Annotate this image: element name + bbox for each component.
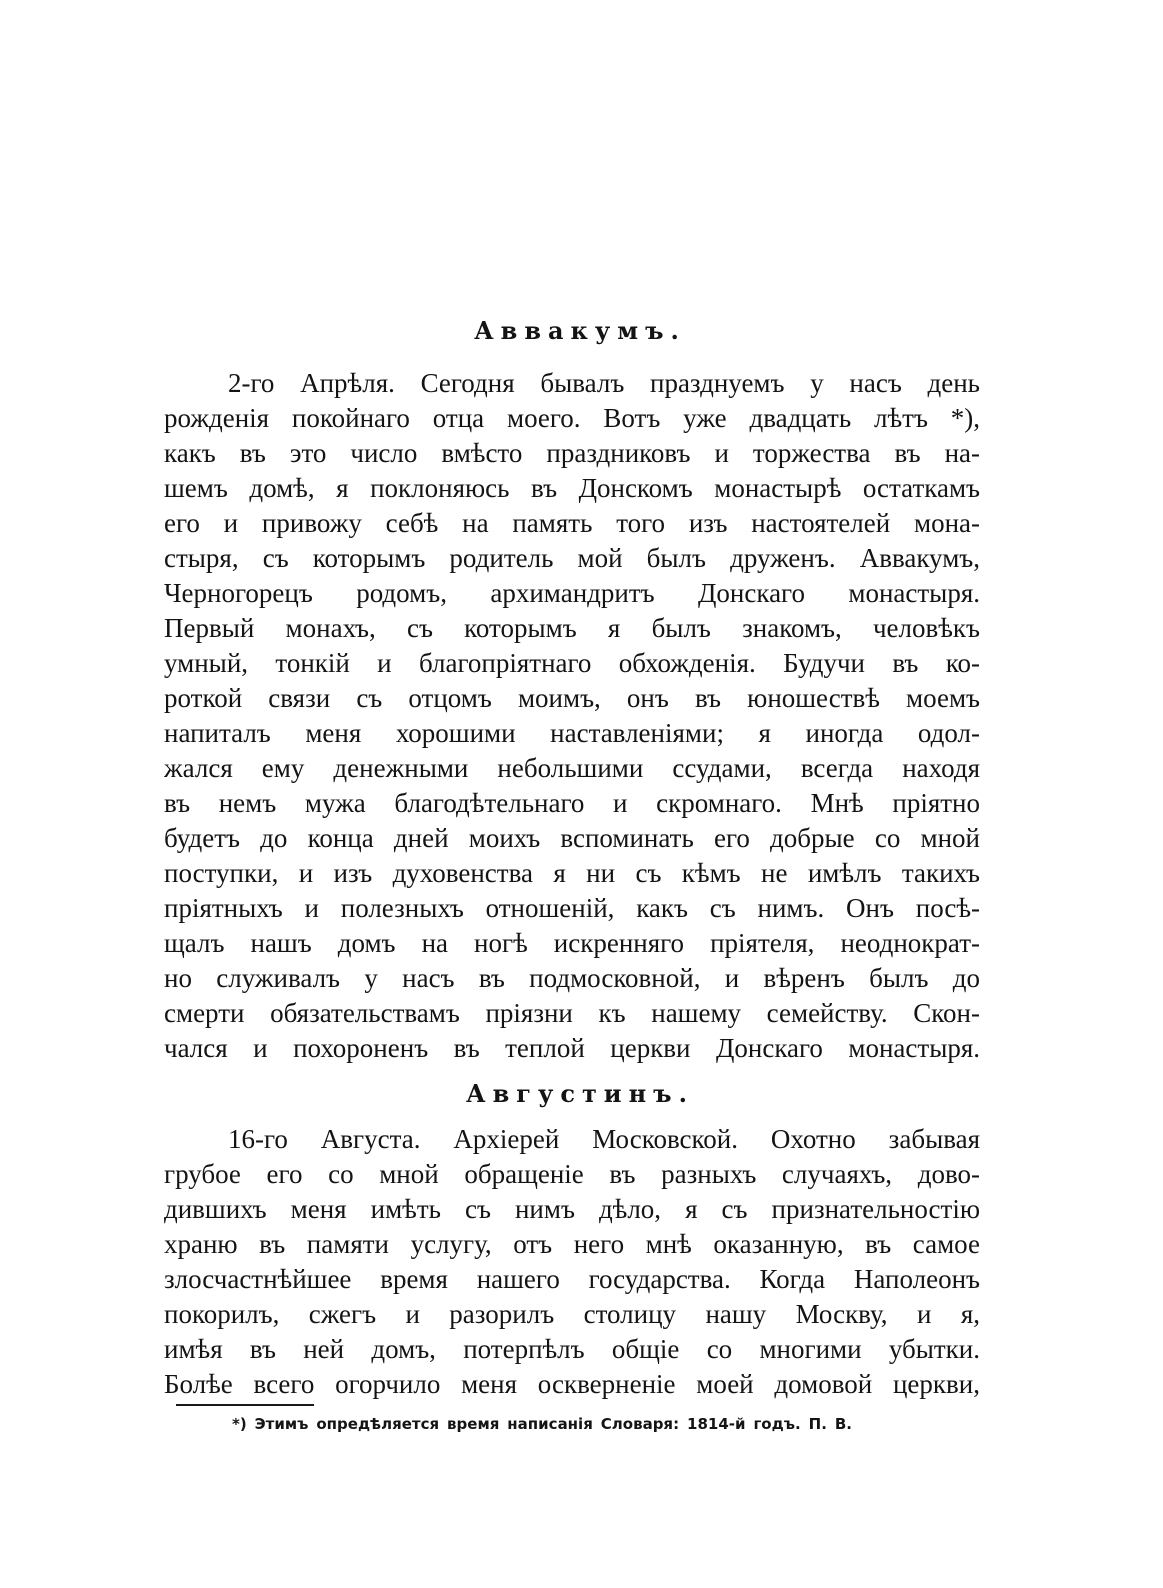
text-line: 16-го Августа. Архіерей Московской. Охотно забывая — [228, 1124, 980, 1154]
text-line: умный, тонкій и благопріятнаго обхожденія. Будучи въ ко- — [164, 648, 980, 678]
text-line: щалъ нашъ домъ на ногѣ искренняго пріятеля, неоднократ- — [164, 928, 980, 958]
text-line: чался и похороненъ въ теплой церкви Донскаго монастыря. — [164, 1033, 980, 1063]
text-line: имѣя въ ней домъ, потерпѣлъ общіе со многими убытки. — [164, 1334, 980, 1364]
text-line: его и привожу себѣ на память того изъ настоятелей мона- — [164, 508, 980, 538]
text-line: 2-го Апрѣля. Сегодня бывалъ празднуемъ у насъ день — [228, 368, 980, 398]
text-line: Первый монахъ, съ которымъ я былъ знакомъ, человѣкъ — [164, 613, 980, 643]
text-line: дившихъ меня имѣть съ нимъ дѣло, я съ признательностію — [164, 1194, 980, 1224]
section-heading-avgustin: Августинъ. — [466, 1079, 694, 1108]
footnote: *) Этимъ опредѣляется время написанія Словаря: 1814-й годъ. П. В. — [232, 1415, 852, 1433]
text-line: въ немъ мужа благодѣтельнаго и скромнаго. Мнѣ пріятно — [164, 788, 980, 818]
text-line: смерти обязательствамъ пріязни къ нашему семейству. Скон- — [164, 998, 980, 1028]
text-line: жался ему денежными небольшими ссудами, всегда находя — [164, 753, 980, 783]
text-line: храню въ памяти услугу, отъ него мнѣ оказанную, въ самое — [164, 1229, 980, 1259]
text-line: Черногорецъ родомъ, архимандритъ Донскаго монастыря. — [164, 578, 980, 608]
text-line: пріятныхъ и полезныхъ отношеній, какъ съ нимъ. Онъ посѣ- — [164, 893, 980, 923]
text-line: но служивалъ у насъ въ подмосковной, и вѣренъ былъ до — [164, 963, 980, 993]
text-line: злосчастнѣйшее время нашего государства. Когда Наполеонъ — [164, 1264, 980, 1294]
text-line: стыря, съ которымъ родитель мой былъ друженъ. Аввакумъ, — [164, 543, 980, 573]
text-line: поступки, и изъ духовенства я ни съ кѣмъ не имѣлъ такихъ — [164, 858, 980, 888]
text-line: роткой связи съ отцомъ моимъ, онъ въ юношествѣ моемъ — [164, 683, 980, 713]
text-line: грубое его со мной обращеніе въ разныхъ случаяхъ, дово- — [164, 1159, 980, 1189]
section-heading-avvakum: Аввакумъ. — [474, 316, 686, 345]
text-line: покорилъ, сжегъ и разорилъ столицу нашу Москву, и я, — [164, 1299, 980, 1329]
text-line: будетъ до конца дней моихъ вспоминать его добрые со мной — [164, 823, 980, 853]
text-line: шемъ домѣ, я поклоняюсь въ Донскомъ монастырѣ остаткамъ — [164, 473, 980, 503]
text-line: Болѣе всего огорчило меня оскверненіе моей домовой церкви, — [164, 1369, 980, 1399]
text-line: напиталъ меня хорошими наставленіями; я иногда одол- — [164, 718, 980, 748]
text-line: рожденія покойнаго отца моего. Вотъ уже двадцать лѣтъ *), — [164, 403, 980, 433]
text-line: какъ въ это число вмѣсто праздниковъ и торжества въ на- — [164, 438, 980, 468]
footnote-divider — [176, 1404, 314, 1406]
